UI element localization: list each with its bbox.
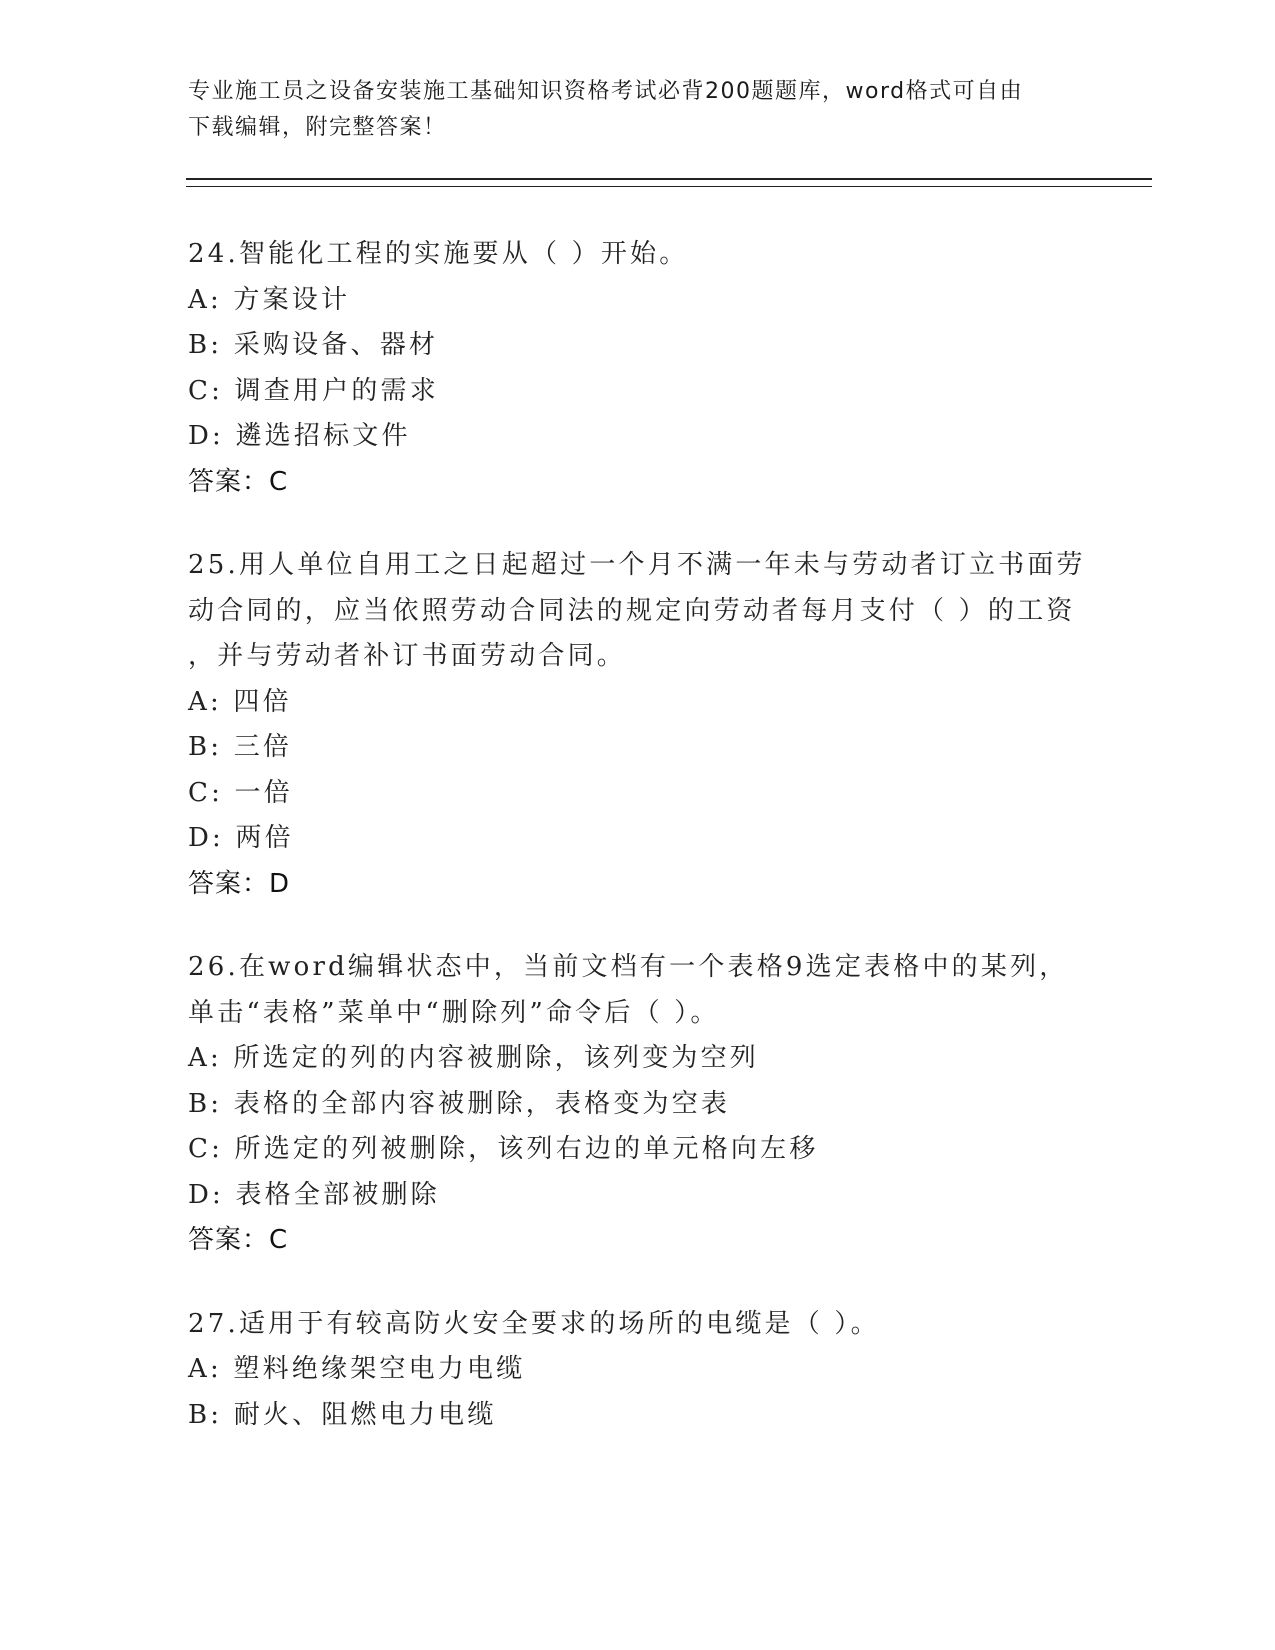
option-c: C: 所选定的列被删除，该列右边的单元格向左移 (188, 1134, 819, 1164)
question-stem-line-1: 25.用人单位自用工之日起超过一个月不满一年未与劳动者订立书面劳 (188, 550, 1086, 580)
document-header (188, 74, 1078, 146)
question-stem-line-2: 动合同的，应当依照劳动合同法的规定向劳动者每月支付（ ）的工资 (188, 595, 1076, 626)
option-b: B: 三倍 (188, 732, 293, 762)
option-c: C: 一倍 (188, 777, 293, 808)
option-a: A: 方案设计 (188, 284, 351, 315)
option-b: B: 采购设备、器材 (188, 330, 439, 360)
question-stem: 24.智能化工程的实施要从（ ）开始。 (188, 239, 689, 269)
question-26 (188, 945, 1088, 1264)
question-25 (188, 543, 1088, 907)
answer-label: 答案：D (188, 868, 291, 899)
question-stem-line-1: 26.在word编辑状态中，当前文档有一个表格9选定表格中的某列， (188, 952, 1069, 982)
option-c: C: 调查用户的需求 (188, 375, 439, 406)
option-a: A: 塑料绝缘架空电力电缆 (188, 1354, 526, 1384)
option-d: D: 遴选招标文件 (188, 421, 411, 451)
header-line-1: 专业施工员之设备安装施工基础知识资格考试必背200题题库，word格式可自由 (188, 79, 1024, 104)
header-line-2: 下载编辑，附完整答案！ (188, 115, 447, 140)
header-divider (186, 178, 1152, 187)
option-a: A: 四倍 (188, 686, 292, 717)
question-stem-line-2: 单击“表格”菜单中“删除列”命令后（ ）。 (188, 997, 720, 1028)
question-stem: 27.适用于有较高防火安全要求的场所的电缆是（ ）。 (188, 1308, 880, 1339)
question-24 (188, 232, 1088, 505)
option-b: B: 耐火、阻燃电力电缆 (188, 1399, 497, 1430)
option-d: D: 两倍 (188, 823, 294, 853)
option-b: B: 表格的全部内容被删除，表格变为空表 (188, 1088, 731, 1119)
question-list (188, 232, 1088, 1476)
answer-label: 答案：C (188, 466, 289, 497)
question-27 (188, 1302, 1088, 1439)
option-a: A: 所选定的列的内容被删除，该列变为空列 (188, 1043, 760, 1073)
answer-label: 答案：C (188, 1225, 289, 1255)
option-d: D: 表格全部被删除 (188, 1179, 440, 1210)
question-stem-line-3: ，并与劳动者补订书面劳动合同。 (188, 641, 627, 671)
